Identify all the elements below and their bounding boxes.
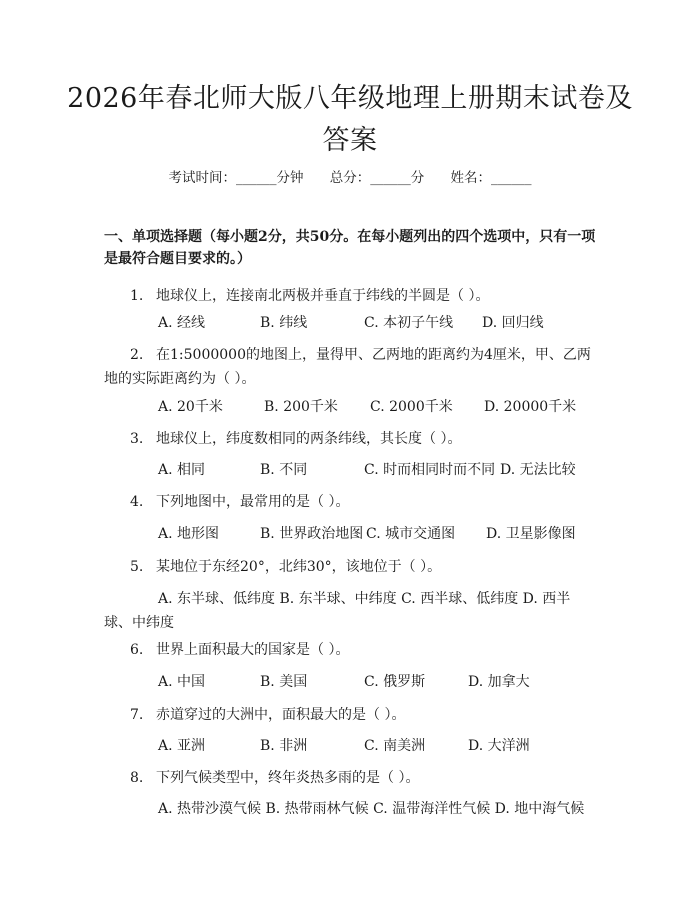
question-stem [104, 703, 596, 727]
option: D. 卫星影像图 [486, 526, 576, 542]
question-stem [104, 284, 596, 308]
question-text: 地球仪上，纬度数相同的两条纬线，其长度（ ）。 [156, 431, 462, 447]
question-number: 3. [130, 431, 144, 447]
question-text: 世界上面积最大的国家是（ ）。 [156, 642, 350, 658]
option: D. 大洋洲 [468, 738, 530, 754]
option: C. 南美洲 [364, 738, 426, 754]
question-options [158, 396, 600, 418]
option: B. 不同 [260, 462, 308, 478]
question-number: 7. [130, 707, 144, 723]
question-number: 2. [130, 347, 144, 363]
option: D. 回归线 [482, 315, 544, 331]
question-number: 6. [130, 642, 144, 658]
option: C. 本初子午线 [364, 315, 454, 331]
option: A. 20千米 [158, 399, 223, 415]
question-stem [104, 427, 596, 451]
exam-score: 总分：______分 [329, 170, 425, 186]
question-options [158, 671, 600, 693]
exam-time: 考试时间：______分钟 [168, 170, 304, 186]
question-stem [104, 555, 596, 579]
option: D. 加拿大 [468, 674, 530, 690]
question-options [158, 312, 600, 334]
question-number: 8. [130, 770, 144, 786]
question-options: A. 东半球、低纬度 B. 东半球、中纬度 C. 西半球、低纬度 D. 西半球、中纬度 [104, 591, 571, 631]
question-text: 下列地图中，最常用的是（ ）。 [156, 494, 350, 510]
option: A. 地形图 [158, 526, 220, 542]
option: B. 非洲 [260, 738, 308, 754]
option: D. 20000千米 [484, 399, 577, 415]
question-number: 1. [130, 288, 144, 304]
question-text: 地球仪上，连接南北两极并垂直于纬线的半圆是（ ）。 [156, 288, 490, 304]
question-stem [104, 343, 596, 391]
option: D. 无法比较 [500, 462, 576, 478]
option: C. 时而相同时而不同 [364, 462, 496, 478]
option: C. 2000千米 [370, 399, 453, 415]
question-stem [104, 766, 596, 790]
question-stem [104, 638, 596, 662]
question-text: 下列气候类型中，终年炎热多雨的是（ ）。 [156, 770, 420, 786]
question-options [158, 459, 600, 481]
question-options [158, 735, 600, 757]
option: B. 200千米 [264, 399, 338, 415]
question-stem [104, 490, 596, 514]
option: B. 美国 [260, 674, 308, 690]
question-text: 某地位于东经20°，北纬30°，该地位于（ ）。 [156, 559, 442, 575]
question-options: A. 热带沙漠气候 B. 热带雨林气候 C. 温带海洋性气候 D. 地中海气候 [158, 801, 585, 817]
question-text: 在1:5000000的地图上，量得甲、乙两地的距离约为4厘米，甲、乙两地的实际距离约为（ ）。 [104, 347, 591, 387]
option: C. 俄罗斯 [364, 674, 426, 690]
question-number: 4. [130, 494, 144, 510]
question-number: 5. [130, 559, 144, 575]
section-heading: 一、单项选择题（每小题2分，共50分。在每小题列出的四个选项中，只有一项是最符合题目要求的。） [104, 229, 596, 267]
question-options [158, 523, 600, 545]
option: A. 中国 [158, 674, 206, 690]
option: A. 经线 [158, 315, 206, 331]
question-text: 赤道穿过的大洲中，面积最大的是（ ）。 [156, 707, 406, 723]
option: B. 世界政治地图 [260, 526, 364, 542]
option: C. 城市交通图 [366, 526, 456, 542]
exam-title: 2026年春北师大版八年级地理上册期末试卷及答案 [67, 83, 633, 156]
option: B. 纬线 [260, 315, 308, 331]
exam-meta [0, 168, 700, 188]
option: A. 相同 [158, 462, 206, 478]
option: A. 亚洲 [158, 738, 206, 754]
exam-name: 姓名：______ [450, 170, 532, 186]
